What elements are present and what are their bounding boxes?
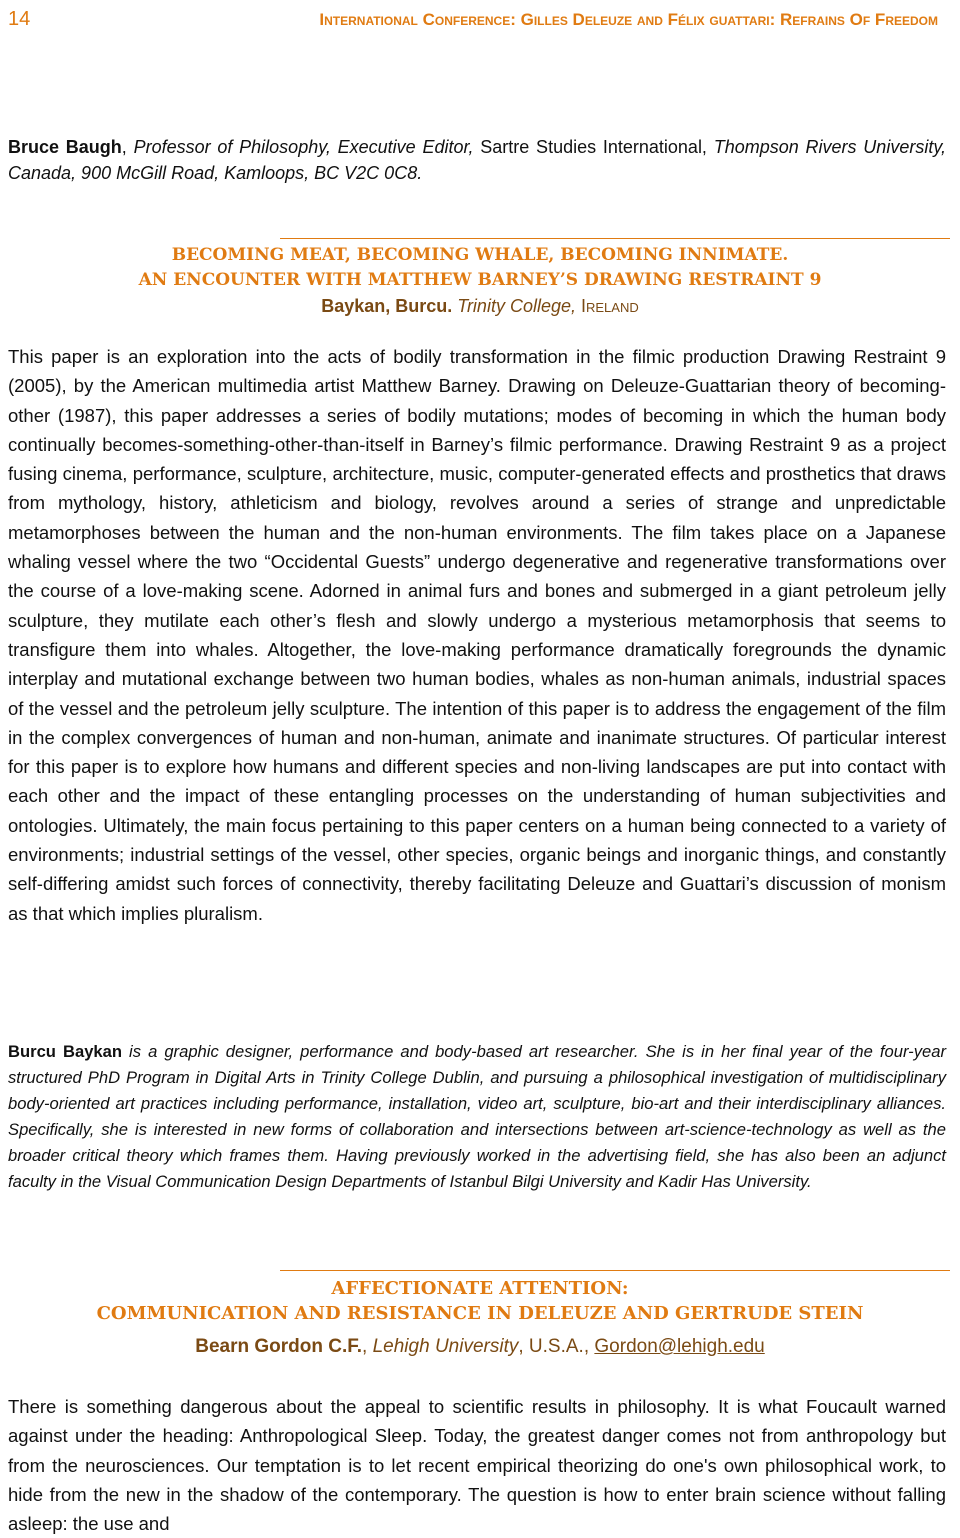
author-country: Ireland bbox=[581, 296, 639, 316]
section-divider bbox=[280, 238, 950, 239]
affiliation-name: Bruce Baugh bbox=[8, 137, 122, 157]
page-header bbox=[8, 4, 952, 34]
article-author-line bbox=[8, 1334, 952, 1360]
section-divider bbox=[280, 1270, 950, 1271]
abstract-text: There is something dangerous about the appeal to scientific results in philosophy. It is what Foucault warned against under the heading: Anthropological Sleep. Today, the greatest danger comes not from anthropology but from the neurosciences. Our temptation is to let recent empirical theorizing do one's own philosophical work, to hide from the new in the shadow of the contemporary. The question is how to enter brain science without falling asleep: the use and bbox=[8, 1396, 946, 1535]
abstract-text: This paper is an exploration into the acts of bodily transformation in the filmic production Drawing Restraint 9 (2005), by the American multimedia artist Matthew Barney. Drawing on Deleuze-Guattarian theory of becoming-other (1987), this paper addresses a series of bodily mutations; modes of becoming in which the human body continually becomes-something-other-than-itself in Barney’s filmic performance. Drawing Restraint 9 as a project fusing cinema, performance, sculpture, architecture, music, computer-generated effects and prosthetics that draws from mythology, history, athleticism and biology, revolves around a series of strange and unpredictable metamorphoses between the human and the non-human environments. The film takes place on a Japanese whaling vessel where the two “Occidental Guests” undergo degenerative and regenerative transformations over the course of a love-making scene. Adorned in animal furs and bones and submerged in a giant petroleum jelly sculpture, they mutilate each other’s flesh and slowly undergo a mysterious metamorphosis that seems to transfigure them into whales. Altogether, the love-making performance dramatically foregrounds the dynamic interplay and mutational exchange between two human bodies, whales as non-human animals, industrial spaces of the vessel and the petroleum jelly sculpture. The intention of this paper is to address the engagement of the film in the complex convergences of human and non-human, animate and inanimate structures. Of particular interest for this paper is to explore how humans and different species and non-living landscapes are put into contact with each other and the impact of these entangling processes on the understanding of human subjectivities and ontologies. Ultimately, the main focus pertaining to this paper centers on a human being connected to a variety of environments; industrial settings of the vessel, other species, organic beings and inorganic things, and constantly self-differing amidst such forces of connectivity, thereby facilitating Deleuze and Guattari’s discussion of monism as that which implies pluralism. bbox=[8, 346, 946, 924]
affiliation-place: Thompson Rivers University, Canada, 900 McGill Road, Kamloops, BC V2C 0C8. bbox=[8, 137, 946, 183]
author-name: Bearn Gordon C.F. bbox=[195, 1336, 363, 1357]
article-heading bbox=[8, 243, 952, 319]
author-bio bbox=[8, 1039, 946, 1195]
bio-author-name: Burcu Baykan bbox=[8, 1042, 123, 1061]
page-number: 14 bbox=[8, 8, 31, 30]
author-institution: Trinity College, bbox=[452, 296, 581, 316]
affiliation-separator: , bbox=[121, 137, 134, 157]
article-title-line-1: BECOMING MEAT, BECOMING WHALE, BECOMING INNIMATE. bbox=[171, 245, 789, 265]
article-title-line-2: COMMUNICATION AND RESISTANCE IN DELEUZE AND GERTRUDE STEIN bbox=[96, 1303, 864, 1324]
author-institution: Lehigh University bbox=[372, 1336, 519, 1357]
author-name: Baykan, Burcu. bbox=[321, 296, 453, 316]
author-separator: , bbox=[362, 1336, 373, 1357]
running-title: International Conference: Gilles Deleuze and Félix guattari: Refrains Of Freedom bbox=[319, 10, 938, 29]
bio-text: is a graphic designer, performance and body-based art researcher. She is in her final year of the four-year structured PhD Program in Digital Arts in Trinity College Dublin, and pursuing a philosophical investigation of multidisciplinary body-oriented art practices including performance, installation, video art, sculpture, bio-art and their interdisciplinary alliances. Specifically, she is interested in new forms of collaboration and intersections between art-science-technology as well as the broader critical theory which frames them. Having previously worked in the advertising field, she has also been an adjunct faculty in the Visual Communication Design Departments of Istanbul Bilgi University and Kadir Has University. bbox=[8, 1042, 946, 1191]
affiliation-role: Professor of Philosophy, Executive Editor, bbox=[133, 137, 474, 157]
author-email-link[interactable]: Gordon@lehigh.edu bbox=[594, 1336, 765, 1357]
article-title-line-2: AN ENCOUNTER WITH MATTHEW BARNEY’S DRAWING RESTRAINT 9 bbox=[138, 270, 822, 290]
article-author-line bbox=[8, 293, 952, 319]
affiliation-org: Sartre Studies International, bbox=[473, 137, 714, 157]
author-country: , U.S.A., bbox=[518, 1336, 595, 1357]
affiliation-paragraph bbox=[8, 134, 946, 186]
article-title-line-1: AFFECTIONATE ATTENTION: bbox=[331, 1278, 629, 1299]
article-heading bbox=[8, 1276, 952, 1360]
